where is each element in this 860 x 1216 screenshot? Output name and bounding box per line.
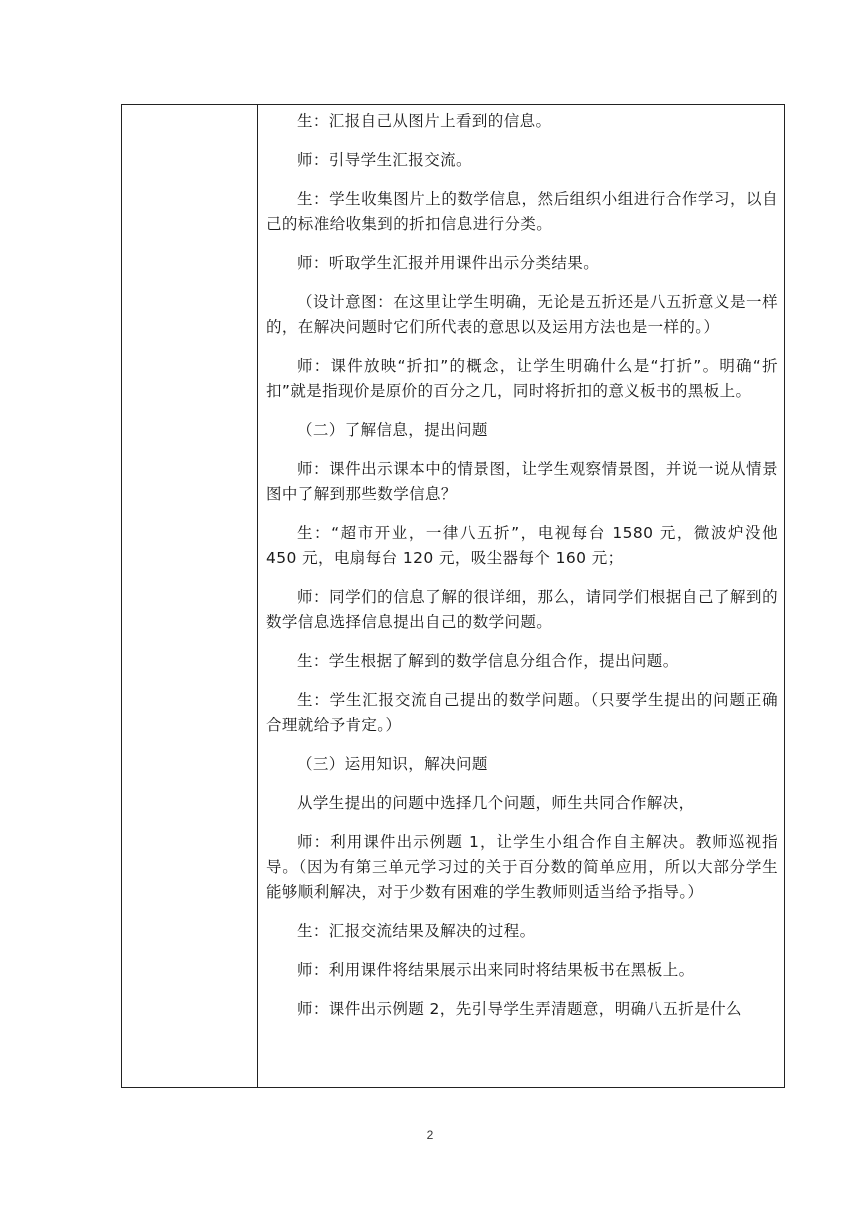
paragraph: 师：听取学生汇报并用课件出示分类结果。 xyxy=(297,254,600,272)
table-left-cell xyxy=(122,105,258,1087)
paragraph: 生：学生汇报交流自己提出的数学问题。（只要学生提出的问题正确合理就给予肯定。） xyxy=(266,691,778,734)
paragraph: 生：“超市开业，一律八五折”，电视每台 1580 元，微波炉没他 450 元，电扇每台 120 元，吸尘器每个 160 元； xyxy=(266,524,778,567)
paragraph: 生：学生收集图片上的数学信息，然后组织小组进行合作学习，以自己的标准给收集到的折扣信息进行分类。 xyxy=(266,190,778,233)
paragraph: 师：课件出示例题 2，先引导学生弄清题意，明确八五折是什么 xyxy=(297,1000,742,1018)
lesson-table xyxy=(121,104,785,1088)
paragraph: 师：利用课件将结果展示出来同时将结果板书在黑板上。 xyxy=(297,961,695,979)
paragraph: 生：汇报自己从图片上看到的信息。 xyxy=(297,112,552,130)
paragraph: 师：同学们的信息了解的很详细，那么，请同学们根据自己了解到的数学信息选择信息提出自己的数学问题。 xyxy=(266,588,778,631)
page-number: 2 xyxy=(426,1128,434,1142)
paragraph: （设计意图：在这里让学生明确，无论是五折还是八五折意义是一样的，在解决问题时它们所代表的意思以及运用方法也是一样的。） xyxy=(266,293,778,336)
paragraph: 生：汇报交流结果及解决的过程。 xyxy=(297,922,536,940)
paragraph: 师：利用课件出示例题 1，让学生小组合作自主解决。教师巡视指导。（因为有第三单元学习过的关于百分数的简单应用，所以大部分学生能够顺利解决，对于少数有困难的学生教师则适当给予指导。） xyxy=(266,833,778,901)
paragraph: 从学生提出的问题中选择几个问题，师生共同合作解决， xyxy=(297,794,695,812)
section-heading: （三）运用知识，解决问题 xyxy=(297,755,488,773)
table-content-cell xyxy=(258,105,784,1087)
paragraph: 师：课件放映“折扣”的概念，让学生明确什么是“打折”。明确“折扣”就是指现价是原价的百分之几，同时将折扣的意义板书的黑板上。 xyxy=(266,357,778,400)
paragraph: 师：引导学生汇报交流。 xyxy=(297,151,472,169)
paragraph: 师：课件出示课本中的情景图，让学生观察情景图，并说一说从情景图中了解到那些数学信息？ xyxy=(266,460,778,503)
section-heading: （二）了解信息，提出问题 xyxy=(297,421,488,439)
paragraph: 生：学生根据了解到的数学信息分组合作，提出问题。 xyxy=(297,652,679,670)
